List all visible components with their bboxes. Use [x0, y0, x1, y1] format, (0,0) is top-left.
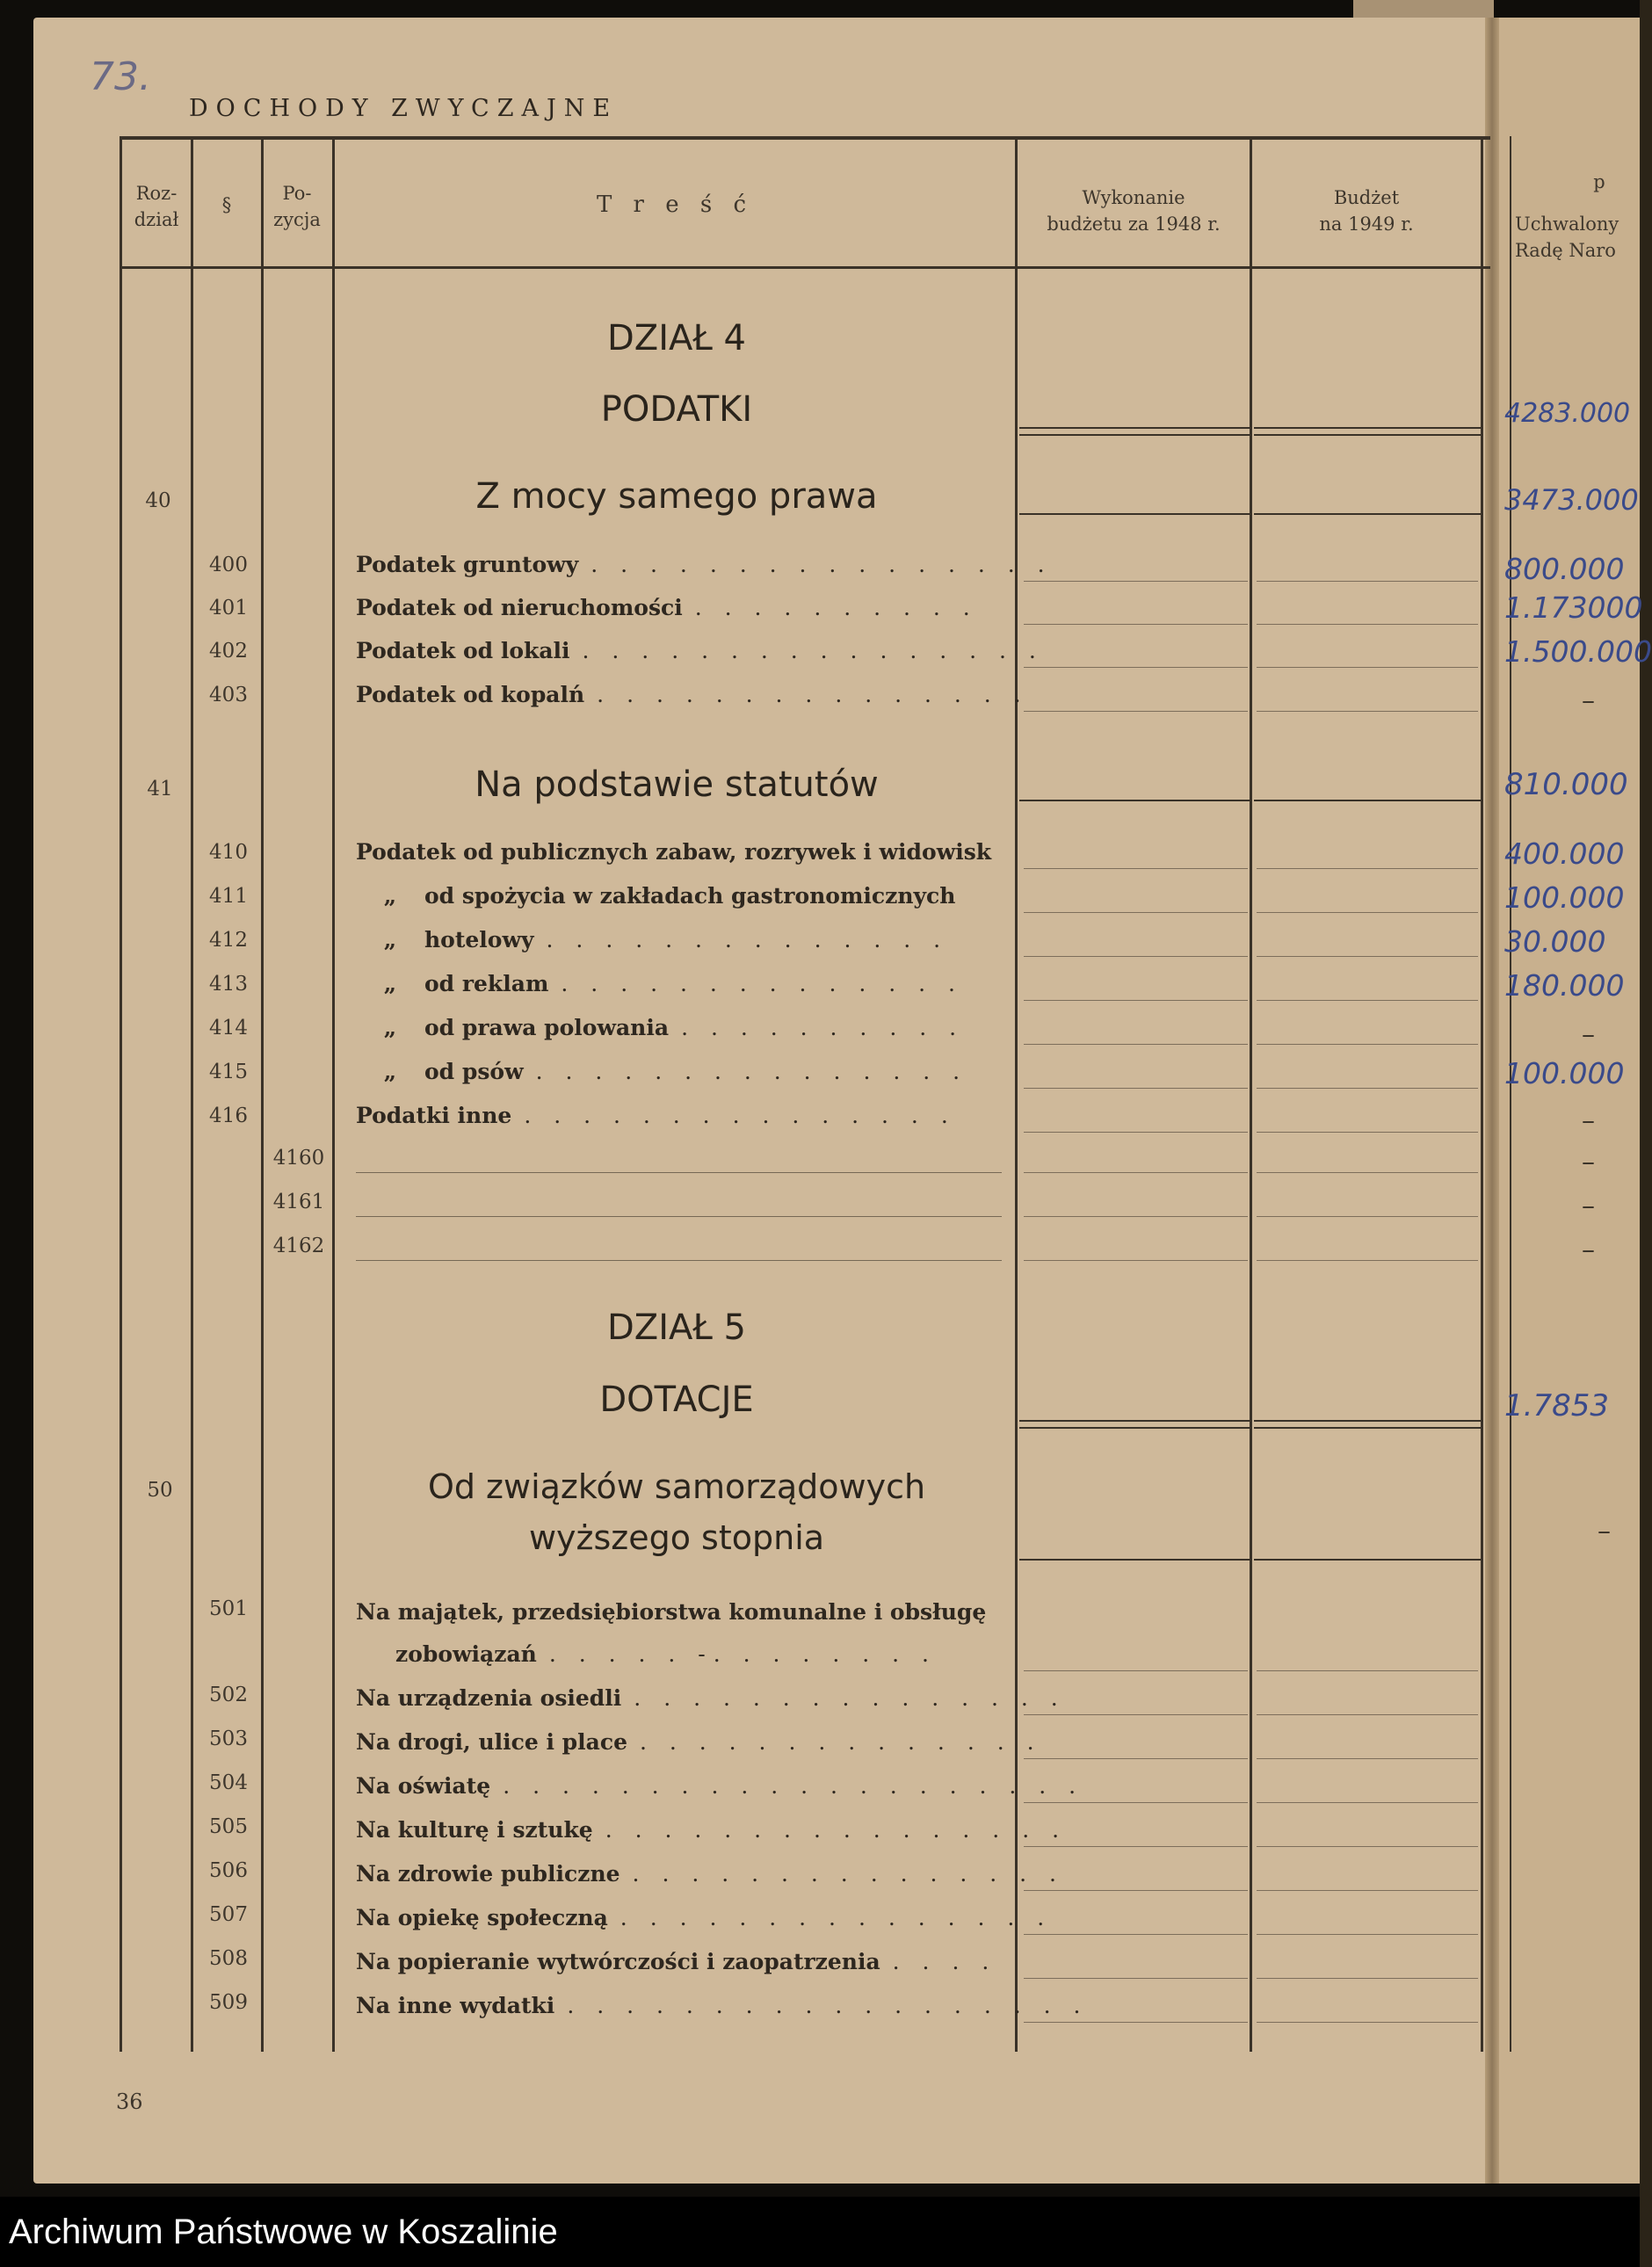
row-rule [1024, 1000, 1248, 1001]
header-paragraf: § [221, 194, 232, 215]
dotacje-rule-c [1254, 1420, 1481, 1422]
table-row [356, 883, 997, 909]
leader-dots: . . . . . . . . . . . . . . . . . . [567, 1993, 1089, 2018]
paragraf-number: 508 [209, 1947, 248, 1970]
row-label: Na kulturę i sztukę [356, 1817, 593, 1843]
section-od-zwiazkow-2: wyższego stopnia [528, 1518, 825, 1557]
table-row-continuation [395, 1641, 1037, 1667]
table-row [356, 682, 1029, 707]
table-row [356, 1685, 1066, 1711]
table-row [356, 1993, 1089, 2018]
row-label: hotelowy [424, 927, 534, 952]
paragraf-number: 502 [209, 1684, 248, 1706]
podatki-rule-b [1019, 434, 1250, 436]
paragraf-number: 505 [209, 1815, 248, 1838]
row-rule [1024, 1978, 1248, 1979]
leader-dots: . . . . . . . . . . . . . . . . [591, 552, 1053, 577]
handwritten-page-number: 73. [90, 54, 151, 99]
leader-dots: . . . . . . . . . . . . . . . . . . . . [503, 1773, 1084, 1799]
leader-dots: . . . . . . . . . . [694, 595, 978, 620]
row-rule [1024, 912, 1248, 913]
handwritten-dotacje: 1.7853 [1504, 1388, 1609, 1423]
table-row [356, 927, 997, 952]
chapter-40: 40 [145, 489, 171, 512]
row-rule [1024, 1758, 1248, 1759]
top-rule [120, 136, 1490, 140]
row-rule [1257, 1216, 1478, 1217]
table-row [356, 595, 997, 620]
row-rule [1024, 667, 1248, 668]
paragraf-number: 412 [209, 929, 248, 952]
row-rule [1024, 1934, 1248, 1935]
col-line-2 [261, 136, 264, 2052]
row-label: zobowiązań [395, 1641, 537, 1667]
row-label: Na inne wydatki [356, 1993, 555, 2018]
table-row [356, 1015, 997, 1040]
leader-dots: . . . . . . . . . . . . . . . [524, 1103, 956, 1128]
row-rule [1257, 1172, 1478, 1173]
table-row [356, 638, 1044, 663]
row-label: Podatek od publicznych zabaw, rozrywek i widowisk [356, 839, 992, 865]
row-label: Na drogi, ulice i place [356, 1729, 627, 1755]
row-rule [1257, 667, 1478, 668]
dotacje-rule-b [1019, 1427, 1250, 1429]
header-uchwalony: Uchwalony Radę Naro [1515, 214, 1619, 261]
row-rule [1024, 711, 1248, 712]
row-rule [1257, 868, 1478, 869]
ditto-mark: „ [383, 971, 397, 996]
row-label: Na popieranie wytwórczości i zaopatrzenia [356, 1949, 880, 1974]
table-row [356, 1861, 1065, 1887]
paragraf-number: 503 [209, 1727, 248, 1750]
row-rule [1257, 711, 1478, 712]
col-line-1 [191, 136, 193, 2052]
header-rozdzial: Roz- dział [134, 183, 179, 230]
row-rule [1024, 956, 1248, 957]
table-row [356, 1949, 997, 1974]
zwiazkow-rule-b [1254, 1559, 1481, 1561]
position-blank-line [356, 1172, 1002, 1173]
leader-dots: . . . . . . . . . . [681, 1015, 965, 1040]
row-label: Na zdrowie publiczne [356, 1861, 620, 1887]
handwritten-dash: – [1582, 1147, 1595, 1177]
position-blank-line [356, 1216, 1002, 1217]
position-number: 4162 [272, 1235, 325, 1257]
chapter-50: 50 [147, 1479, 173, 1502]
archive-name: Archiwum Państwowe w Koszalinie [9, 2213, 558, 2251]
paragraf-number: 506 [209, 1859, 248, 1882]
handwritten-amount: 100.000 [1504, 880, 1625, 915]
ditto-mark: „ [383, 1059, 397, 1084]
position-number: 4160 [272, 1147, 325, 1170]
row-rule [1257, 956, 1478, 957]
leader-dots: . . . . . . . . . . . . . . . [632, 1861, 1065, 1887]
section-dzial-5: DZIAŁ 5 [606, 1307, 746, 1348]
z-mocy-rule-b [1254, 513, 1481, 515]
header-bottom-rule [120, 266, 1490, 269]
row-label: od prawa polowania [424, 1015, 670, 1040]
next-page-edge [1492, 18, 1643, 2184]
header-pozycja: Po- zycja [273, 183, 321, 230]
section-podatki: PODATKI [600, 389, 753, 430]
handwritten-amount: 100.000 [1504, 1056, 1625, 1090]
section-z-mocy: Z mocy samego prawa [475, 476, 878, 517]
row-rule [1257, 1758, 1478, 1759]
ditto-mark: „ [383, 883, 397, 909]
paragraf-number: 416 [209, 1105, 248, 1127]
row-rule [1024, 1714, 1248, 1715]
table-row [356, 1059, 997, 1084]
row-rule [1257, 1890, 1478, 1891]
table-row [356, 1773, 1084, 1799]
z-mocy-rule-a [1019, 513, 1250, 515]
handwritten-dash: – [1582, 1191, 1595, 1221]
handwritten-podatki: 4283.000 [1504, 398, 1631, 429]
row-label: Na oświatę [356, 1773, 491, 1799]
col-line-5 [1250, 136, 1252, 2052]
position-blank-line [356, 1260, 1002, 1261]
row-rule [1257, 1802, 1478, 1803]
table-row [356, 839, 997, 865]
row-rule [1024, 868, 1248, 869]
paragraf-number: 401 [209, 597, 248, 619]
row-rule [1024, 2022, 1248, 2023]
row-rule [1257, 1044, 1478, 1045]
archive-footer [0, 2197, 1640, 2267]
position-number: 4161 [272, 1191, 325, 1213]
row-label: Podatki inne [356, 1103, 512, 1128]
row-rule [1024, 1088, 1248, 1089]
row-label: Podatek od kopalń [356, 682, 585, 707]
row-rule [1257, 1260, 1478, 1261]
podatki-rule-a [1019, 427, 1250, 429]
handwritten-dash: – [1582, 1019, 1595, 1050]
leader-dots: . . . . [892, 1949, 997, 1974]
leader-dots: . . . . . -. . . . . . . . [548, 1641, 937, 1667]
row-rule [1257, 1000, 1478, 1001]
header-tresc: T r e ś ć [596, 192, 754, 218]
table-row [356, 1729, 1042, 1755]
row-rule [1024, 581, 1248, 582]
handwritten-dash-50: – [1598, 1516, 1611, 1546]
row-rule [1257, 1714, 1478, 1715]
row-rule [1257, 1088, 1478, 1089]
row-rule [1257, 581, 1478, 582]
handwritten-amount: 180.000 [1504, 968, 1625, 1003]
row-rule [1024, 1670, 1248, 1671]
row-rule [1024, 1044, 1248, 1045]
paragraf-number: 507 [209, 1903, 248, 1926]
handwritten-amount: 1.500.000 [1504, 634, 1652, 669]
leader-dots: . . . . . . . . . . . . . . . . [605, 1817, 1068, 1843]
handwritten-41: 810.000 [1504, 767, 1628, 802]
row-rule [1257, 624, 1478, 625]
section-dotacje: DOTACJE [599, 1380, 754, 1420]
header-budzet: Budżet na 1949 r. [1319, 187, 1414, 235]
na-podstawie-rule-b [1254, 800, 1481, 801]
page-fold [1485, 18, 1499, 2184]
leader-dots: . . . . . . . . . . . . . . . [535, 1059, 968, 1084]
running-head: DOCHODY ZWYCZAJNE [189, 95, 619, 122]
leader-dots: . . . . . . . . . . . . . . . [597, 682, 1029, 707]
row-rule [1024, 1216, 1248, 1217]
leader-dots: . . . . . . . . . . . . . . . [634, 1685, 1066, 1711]
row-rule [1024, 1260, 1248, 1261]
row-rule [1024, 1890, 1248, 1891]
dotacje-rule-d [1254, 1427, 1481, 1429]
row-label: Na majątek, przedsiębiorstwa komunalne i obsługę [356, 1599, 987, 1625]
leader-dots: . . . . . . . . . . . . . . [639, 1729, 1042, 1755]
handwritten-40: 3473.000 [1504, 483, 1639, 517]
table-row [356, 1103, 997, 1128]
handwritten-dash: – [1582, 1105, 1595, 1136]
table-row [356, 552, 1053, 577]
paragraf-number: 400 [209, 554, 248, 576]
table-row [356, 971, 997, 996]
handwritten-amount: 400.000 [1504, 837, 1625, 871]
row-rule [1257, 1846, 1478, 1847]
zwiazkow-rule-a [1019, 1559, 1250, 1561]
row-label: Podatek od lokali [356, 638, 570, 663]
row-rule [1257, 1670, 1478, 1671]
handwritten-amount: 30.000 [1504, 924, 1606, 959]
paragraf-number: 415 [209, 1061, 248, 1083]
leader-dots: . . . . . . . . . . . . . . . [620, 1905, 1053, 1930]
paragraf-number: 504 [209, 1771, 248, 1794]
page-number: 36 [116, 2090, 143, 2114]
section-dzial-4: DZIAŁ 4 [606, 318, 746, 359]
row-rule [1024, 1802, 1248, 1803]
row-rule [1257, 1132, 1478, 1133]
row-rule [1024, 1172, 1248, 1173]
handwritten-amount: 1.173000 [1504, 590, 1643, 625]
row-label: od spożycia w zakładach gastronomicznych [424, 883, 956, 909]
ditto-mark: „ [383, 927, 397, 952]
paragraf-number: 411 [209, 885, 248, 908]
table-row [356, 1905, 1053, 1930]
paragraf-number: 414 [209, 1017, 248, 1039]
row-rule [1257, 2022, 1478, 2023]
col-line-left [120, 136, 122, 2052]
chapter-41: 41 [147, 778, 173, 800]
row-rule [1257, 1934, 1478, 1935]
paragraf-number: 402 [209, 640, 248, 663]
row-label: Na opiekę społeczną [356, 1905, 608, 1930]
paragraf-number: 413 [209, 973, 248, 996]
col-line-6 [1481, 136, 1483, 2052]
paragraf-number: 410 [209, 841, 248, 864]
row-label: od reklam [424, 971, 549, 996]
row-label: Podatek od nieruchomości [356, 595, 683, 620]
row-rule [1257, 1978, 1478, 1979]
paragraf-number: 501 [209, 1597, 248, 1620]
podatki-rule-c [1254, 427, 1481, 429]
na-podstawie-rule-a [1019, 800, 1250, 801]
podatki-rule-d [1254, 434, 1481, 436]
paragraf-number: 509 [209, 1991, 248, 2014]
row-rule [1024, 624, 1248, 625]
table-row [356, 1599, 997, 1625]
header-wykonanie: Wykonanie budżetu za 1948 r. [1047, 187, 1221, 235]
section-od-zwiazkow-1: Od związków samorządowych [427, 1467, 926, 1506]
table-row [356, 1817, 1068, 1843]
paragraf-number: 403 [209, 684, 248, 706]
row-label: Na urządzenia osiedli [356, 1685, 622, 1711]
leader-dots: . . . . . . . . . . . . . . [561, 971, 963, 996]
handwritten-dash: – [1582, 685, 1595, 716]
handwritten-amount: 800.000 [1504, 552, 1625, 586]
row-rule [1257, 912, 1478, 913]
leader-dots: . . . . . . . . . . . . . . [546, 927, 949, 952]
handwritten-dash: – [1582, 1235, 1595, 1265]
row-rule [1024, 1132, 1248, 1133]
leader-dots: . . . . . . . . . . . . . . . . [582, 638, 1044, 663]
section-na-podstawie: Na podstawie statutów [475, 764, 879, 805]
ditto-mark: „ [383, 1015, 397, 1040]
row-label: Podatek gruntowy [356, 552, 579, 577]
dotacje-rule-a [1019, 1420, 1250, 1422]
row-rule [1024, 1846, 1248, 1847]
row-label: od psów [424, 1059, 524, 1084]
header-uchwalony-top: p [1593, 171, 1605, 192]
